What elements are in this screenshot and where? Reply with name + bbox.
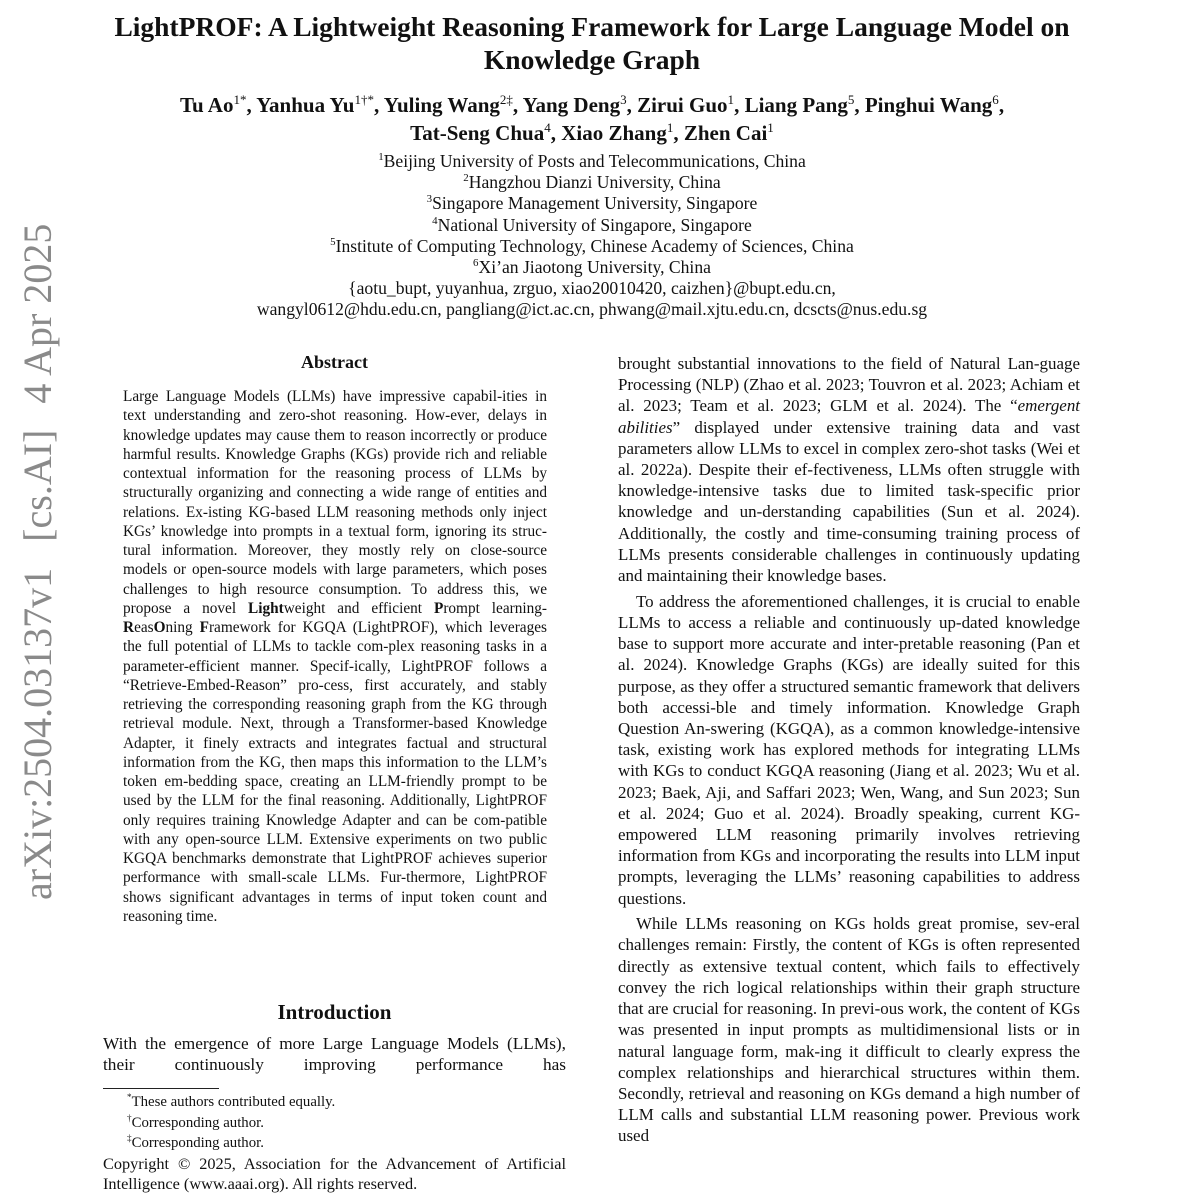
email-line-1[interactable]: {aotu_bupt, yuyanhua, zrguo, xiao20010420, caizhen}@bupt.edu.cn, bbox=[348, 278, 836, 299]
arxiv-date: 4 Apr 2025 bbox=[15, 223, 60, 404]
author-affiliation-marks: 4 bbox=[544, 120, 551, 135]
copyright-notice: Copyright © 2025, Association for the Advancement of Artificial Intelligence (www.aaai.org). All rights reserved. bbox=[103, 1153, 566, 1193]
author-name: Xiao Zhang bbox=[561, 121, 667, 145]
affiliation-3: $^3$Singapore Management University, Singapore bbox=[426, 193, 758, 214]
introduction-left-text: With the emergence of more Large Language Models (LLMs), their continuously improving performance has bbox=[103, 1034, 566, 1075]
author-affiliation-marks: 1 bbox=[666, 120, 674, 135]
author-affiliation-marks: 2‡ bbox=[499, 92, 513, 107]
affiliations bbox=[150, 151, 1034, 321]
affiliation-6: $^6$Xi’an Jiaotong University, China bbox=[473, 257, 711, 278]
affiliation-4: $^4$National University of Singapore, Singapore bbox=[432, 214, 752, 235]
email-line-2[interactable]: wangyl0612@hdu.edu.cn, pangliang@ict.ac.cn, phwang@mail.xjtu.edu.cn, dcscts@nus.edu.sg bbox=[256, 299, 928, 320]
footnote-corresponding-1: †Corresponding author. bbox=[127, 1112, 264, 1131]
author-affiliation-marks: 6 bbox=[992, 92, 999, 107]
arxiv-stamp bbox=[15, 198, 60, 900]
intro-paragraph-3: While LLMs reasoning on KGs holds great promise, sev-eral challenges remain: Firstly, the content of KGs is often represented directly as extensive textual content, which fails to effectively convey the rich logical relationships within their graph structure that are crucial for reasoning. In previ-ous work, the content of KGs was presented in input prompts as multidimensional lists or in natural language form, mak-ing it difficult to clearly express the complex relationships and hierarchical structures within them. Secondly, retrieval and reasoning on KGs demand a high number of LLM calls and substantial LLM reasoning power. Previous work used bbox=[618, 914, 1080, 1146]
introduction-right-column bbox=[618, 353, 1080, 1151]
author-name: Yang Deng bbox=[522, 93, 621, 117]
footnotes bbox=[103, 1092, 566, 1194]
arxiv-category: [cs.AI] bbox=[15, 429, 60, 542]
intro-paragraph-2: To address the aforementioned challenges, it is crucial to enable LLMs to access a reliable and continuously up-dated knowledge base to support more accurate and inter-pretable reasoning (Pan et al. 2024). Knowledge Graphs (KGs) are ideally suited for this purpose, as they offer a structured semantic framework that delivers both accessi-ble and timely information. Knowledge Graph Question An-swering (KGQA), as a common knowledge-intensive task, existing work has explored methods for integrating LLMs with KGs to conduct KGQA reasoning (Jiang et al. 2023; Wu et al. 2023; Baek, Aji, and Saffari 2023; Wen, Wang, and Sun 2023; Sun et al. 2024; Guo et al. 2024). Broadly speaking, current KG-empowered LLM reasoning primarily involves retrieving information from KGs and incorporating the results into LLM input prompts, leveraging the LLMs’ reasoning capabilities to address questions. bbox=[618, 591, 1080, 908]
author-name: Yanhua Yu bbox=[256, 93, 355, 117]
affiliation-2: $^2$Hangzhou Dianzi University, China bbox=[463, 172, 721, 193]
author-affiliation-marks: 5 bbox=[847, 92, 855, 107]
author-affiliation-marks: 1 bbox=[727, 92, 735, 107]
affiliation-1: $^1$Beijing University of Posts and Telecommunications, China bbox=[378, 151, 806, 171]
author-name: Tu Ao bbox=[179, 93, 234, 117]
author-affiliation-marks: 1†* bbox=[354, 92, 374, 107]
author-affiliation-marks: 1* bbox=[233, 92, 247, 107]
footnote-corresponding-2: ‡Corresponding author. bbox=[127, 1133, 264, 1152]
paper-title: LightPROF: A Lightweight Reasoning Framework for Large Language Model on Knowledge Graph bbox=[114, 11, 1070, 75]
intro-paragraph-1: brought substantial innovations to the field of Natural Lan-guage Processing (NLP) (Zhao et al. 2023; Touvron et al. 2023; Achiam et al. 2023; Team et al. 2023; GLM et al. 2024). The “emergent abilities” displayed under extensive training data and vast parameters allow LLMs to excel in complex zero-shot tasks (Wei et al. 2022a). Despite their ef-fectiveness, LLMs often struggle with knowledge-intensive tasks due to limited task-specific prior knowledge and un-derstanding capabilities (Sun et al. 2024). Additionally, the costly and time-consuming training process of LLMs presents considerable challenges in continuously updating and maintaining their knowledge bases. bbox=[618, 354, 1080, 586]
introduction-heading: Introduction bbox=[277, 1000, 392, 1024]
footnote-equal-contribution: *These authors contributed equally. bbox=[127, 1092, 336, 1110]
author-name: Tat-Seng Chua bbox=[410, 121, 545, 145]
author-name: Zirui Guo bbox=[637, 93, 728, 117]
author-list: Tu $Ao^{1*}$, Yanhua $Yu^{1\dagger*}$, Yuling Wang$^{2\ddagger}$, Yang Deng$^3$, Zirui Guo$^1$, Liang Pang$^5$, Pinghui Wang$^6$, Tat-Seng Chua$^4$, Xiao Zhang$^1$, Zhen Cai$^1$ bbox=[179, 92, 1005, 145]
author-affiliation-marks: 3 bbox=[620, 92, 627, 107]
author-name: Yuling Wang bbox=[383, 93, 500, 117]
affiliation-5: $^5$Institute of Computing Technology, Chinese Academy of Sciences, China bbox=[330, 235, 854, 256]
author-name: Pinghui Wang bbox=[864, 93, 993, 117]
arxiv-id[interactable]: arXiv:2504.03137v1 bbox=[15, 567, 60, 900]
abstract-text: Large Language Models (LLMs) have impressive capabil-ities in text understanding and zero-shot reasoning. How-ever, delays in knowledge updates may cause them to reason incorrectly or produce harmful results. Knowledge Graphs (KGs) provide rich and reliable contextual information for the reasoning process of LLMs by structurally organizing and connecting a wide range of entities and relations. Ex-isting KG-based LLM reasoning methods only inject KGs’ knowledge into prompts in a textual form, ignoring its struc-tural information. Moreover, they mostly rely on close-source models or open-source models with large parameters, which poses challenges to high resource consumption. To address this, we propose a novel Lightweight and efficient Prompt learning-ReasOning Framework for KGQA (LightPROF), which leverages the full potential of LLMs to tackle com-plex reasoning tasks in a parameter-efficient manner. Specif-ically, LightPROF follows a “Retrieve-Embed-Reason” pro-cess, first accurately, and stably retrieving the corresponding reasoning graph from the KG through retrieval module. Next, through a Transformer-based Knowledge Adapter, it finely extracts and integrates factual and structural information from the KG, then maps this information to the LLM’s token em-bedding space, creating an LLM-friendly prompt to be used by the LLM for the final reasoning. Additionally, LightPROF only requires training Knowledge Adapter and can be com-patible with any open-source LLM. Extensive experiments on two public KGQA benchmarks demonstrate that LightPROF achieves superior performance with small-scale LLMs. Fur-thermore, LightPROF shows significant advantages in terms of input token count and reasoning time. bbox=[123, 388, 548, 925]
author-affiliation-marks: 1 bbox=[767, 120, 774, 135]
author-name: Liang Pang bbox=[744, 93, 848, 117]
author-name: Zhen Cai bbox=[683, 121, 768, 145]
footnote-divider bbox=[103, 1088, 219, 1089]
abstract-heading: Abstract bbox=[301, 352, 368, 372]
